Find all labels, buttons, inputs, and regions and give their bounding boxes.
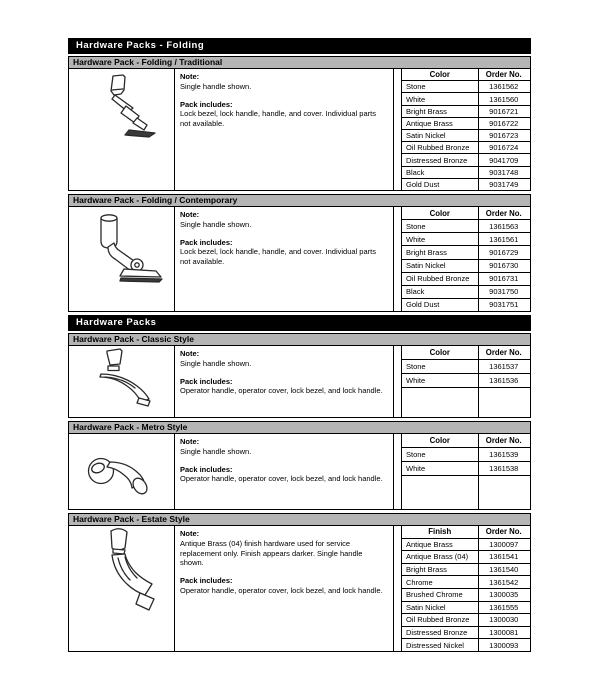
table-row: [402, 627, 530, 640]
pack-includes-label: Pack includes:: [180, 576, 233, 585]
pack-includes-text: Operator handle, operator cover, lock bezel, and lock handle.: [180, 474, 383, 484]
finish-cell: Bright Brass: [406, 565, 447, 575]
table-empty-area: [402, 476, 530, 509]
section-header-estate-style: Hardware Pack - Estate Style: [68, 513, 531, 526]
order-cell: 9016724: [489, 143, 519, 153]
color-cell: Gold Dust: [406, 300, 440, 310]
pack-includes-text: Lock bezel, lock handle, handle, and cover. Individual parts not available.: [180, 109, 376, 128]
note-label: Note:: [180, 349, 200, 358]
product-image-cell: [69, 69, 175, 190]
table-row: [402, 602, 530, 615]
order-column-header: Order No.: [485, 436, 522, 445]
finish-cell: Distressed Nickel: [406, 640, 464, 650]
color-cell: Distressed Bronze: [406, 155, 468, 165]
table-row: [402, 539, 530, 552]
note-text: Single handle shown.: [180, 81, 252, 91]
order-cell: 1300035: [489, 590, 519, 600]
order-column-header: Order No.: [485, 527, 522, 537]
order-cell: 9016730: [489, 261, 519, 271]
table-row: [402, 260, 530, 273]
section-header-classic-style: Hardware Pack - Classic Style: [68, 333, 531, 346]
note-label: Note:: [180, 72, 200, 81]
product-image-cell: [69, 346, 175, 417]
finish-cell: Satin Nickel: [406, 602, 446, 612]
classic-style-handle-image: [76, 346, 168, 412]
table-row: [402, 639, 530, 651]
notes-cell: [175, 526, 394, 651]
order-cell: 9016723: [489, 131, 519, 141]
finish-column-header: Finish: [428, 527, 452, 537]
table-row: [402, 564, 530, 577]
finish-cell: Antique Brass (04): [406, 552, 469, 562]
pack-includes-text: Operator handle, operator cover, lock bezel, and lock handle.: [180, 386, 383, 396]
order-cell: 1361542: [489, 577, 519, 587]
order-table: [401, 207, 530, 311]
section-classic-style: [68, 346, 531, 418]
note-text: Single handle shown.: [180, 358, 252, 368]
color-cell: Black: [406, 287, 425, 297]
order-table-cell: [394, 526, 530, 651]
order-table-cell: [394, 207, 530, 311]
section-estate-style: [68, 526, 531, 652]
order-cell: 9016731: [489, 274, 519, 284]
folding-traditional-handle-image: [76, 69, 168, 153]
note-text: Antique Brass (04) finish hardware used for service replacement only. Finish appears darker. Single handle shown.: [180, 538, 363, 568]
color-cell: Stone: [406, 450, 426, 459]
color-cell: Antique Brass: [406, 118, 453, 128]
color-cell: Stone: [406, 362, 426, 371]
pack-includes-text: Operator handle, operator cover, lock bezel, and lock handle.: [180, 585, 383, 595]
table-row: [402, 273, 530, 286]
table-row: [402, 118, 530, 130]
order-column-header: Order No.: [485, 348, 522, 357]
color-cell: White: [406, 94, 426, 104]
order-cell: 1361540: [489, 565, 519, 575]
table-row: [402, 154, 530, 166]
column-divider: [478, 526, 479, 651]
section-header-metro-style: Hardware Pack - Metro Style: [68, 421, 531, 434]
color-cell: Bright Brass: [406, 106, 447, 116]
column-divider: [478, 69, 479, 190]
finish-cell: Oil Rubbed Bronze: [406, 615, 470, 625]
pack-includes-text: Lock bezel, lock handle, handle, and cover. Individual parts not available.: [180, 247, 376, 266]
metro-style-handle-image: [76, 434, 168, 504]
table-empty-area: [402, 388, 530, 417]
section-metro-style: [68, 434, 531, 510]
table-header-row: [402, 207, 530, 220]
order-cell: 1361560: [489, 94, 519, 104]
color-column-header: Color: [429, 208, 450, 218]
pack-includes-label: Pack includes:: [180, 237, 233, 247]
table-header-row: [402, 346, 530, 360]
order-cell: 9031750: [489, 287, 519, 297]
color-cell: Oil Rubbed Bronze: [406, 143, 470, 153]
color-column-header: Color: [429, 348, 450, 357]
table-row: [402, 106, 530, 118]
order-column-header: Order No.: [485, 208, 522, 218]
table-row: [402, 246, 530, 259]
color-cell: Satin Nickel: [406, 131, 446, 141]
order-table: [401, 69, 530, 190]
section-folding-traditional: [68, 69, 531, 191]
order-cell: 1361555: [489, 602, 519, 612]
pack-includes-label: Pack includes:: [180, 99, 233, 109]
order-cell: 1361537: [489, 362, 519, 371]
table-row: [402, 374, 530, 388]
table-header-row: [402, 69, 530, 81]
order-cell: 9016729: [489, 247, 519, 257]
order-cell: 1361561: [489, 234, 519, 244]
table-row: [402, 93, 530, 105]
notes-cell: [175, 346, 394, 417]
finish-cell: Brushed Chrome: [406, 590, 463, 600]
order-table: [401, 526, 530, 651]
product-image-cell: [69, 434, 175, 509]
order-cell: 9031751: [489, 300, 519, 310]
table-row: [402, 142, 530, 154]
product-image-cell: [69, 207, 175, 311]
table-row: [402, 81, 530, 93]
section-header-folding-contemporary: Hardware Pack - Folding / Contemporary: [68, 194, 531, 207]
table-row: [402, 614, 530, 627]
finish-cell: Antique Brass: [406, 539, 453, 549]
notes-cell: [175, 434, 394, 509]
color-cell: Gold Dust: [406, 179, 440, 189]
finish-cell: Chrome: [406, 577, 433, 587]
order-table-cell: [394, 346, 530, 417]
order-cell: 1300081: [489, 628, 519, 638]
table-header-row: [402, 526, 530, 539]
table-row: [402, 286, 530, 299]
column-divider: [478, 434, 479, 509]
table-header-row: [402, 434, 530, 448]
note-text: Single handle shown.: [180, 446, 252, 456]
finish-cell: Distressed Bronze: [406, 628, 468, 638]
color-cell: Stone: [406, 82, 426, 92]
order-cell: 1361562: [489, 82, 519, 92]
color-cell: Bright Brass: [406, 247, 447, 257]
document-body: [68, 38, 531, 652]
order-cell: 9031749: [489, 179, 519, 189]
order-cell: 1361539: [489, 450, 519, 459]
order-column-header: Order No.: [485, 70, 522, 80]
product-image-cell: [69, 526, 175, 651]
table-row: [402, 299, 530, 311]
column-divider: [478, 346, 479, 417]
banner-hardware-packs: Hardware Packs: [68, 315, 531, 331]
table-row: [402, 360, 530, 374]
color-cell: Stone: [406, 221, 426, 231]
order-table: [401, 346, 530, 417]
column-divider: [478, 207, 479, 311]
order-cell: 1361536: [489, 376, 519, 385]
order-cell: 1300093: [489, 640, 519, 650]
color-cell: White: [406, 234, 426, 244]
table-row: [402, 220, 530, 233]
table-row: [402, 551, 530, 564]
order-cell: 1361563: [489, 221, 519, 231]
table-row: [402, 179, 530, 190]
color-cell: White: [406, 464, 426, 473]
table-row: [402, 576, 530, 589]
note-text: Single handle shown.: [180, 219, 252, 229]
order-cell: 9041709: [489, 155, 519, 165]
order-cell: 1361541: [489, 552, 519, 562]
section-folding-contemporary: [68, 207, 531, 312]
order-cell: 9016722: [489, 118, 519, 128]
table-row: [402, 130, 530, 142]
pack-includes-label: Pack includes:: [180, 464, 233, 474]
color-column-header: Color: [429, 70, 450, 80]
table-row: [402, 589, 530, 602]
order-cell: 1300030: [489, 615, 519, 625]
table-row: [402, 167, 530, 179]
folding-contemporary-handle-image: [74, 207, 169, 297]
order-cell: 9016721: [489, 106, 519, 116]
color-column-header: Color: [429, 436, 450, 445]
order-cell: 9031748: [489, 167, 519, 177]
note-label: Note:: [180, 437, 200, 446]
order-table-cell: [394, 434, 530, 509]
notes-cell: [175, 69, 394, 190]
color-cell: Satin Nickel: [406, 261, 446, 271]
color-cell: White: [406, 376, 426, 385]
order-table: [401, 434, 530, 509]
table-row: [402, 448, 530, 462]
order-cell: 1361538: [489, 464, 519, 473]
pack-includes-label: Pack includes:: [180, 376, 233, 386]
estate-style-handle-image: [76, 526, 168, 626]
notes-cell: [175, 207, 394, 311]
color-cell: Oil Rubbed Bronze: [406, 274, 470, 284]
table-row: [402, 233, 530, 246]
note-label: Note:: [180, 529, 200, 538]
color-cell: Black: [406, 167, 425, 177]
table-row: [402, 462, 530, 476]
order-cell: 1300097: [489, 539, 519, 549]
banner-hardware-packs-folding: Hardware Packs - Folding: [68, 38, 531, 54]
section-header-folding-traditional: Hardware Pack - Folding / Traditional: [68, 56, 531, 69]
note-label: Note:: [180, 210, 200, 219]
order-table-cell: [394, 69, 530, 190]
